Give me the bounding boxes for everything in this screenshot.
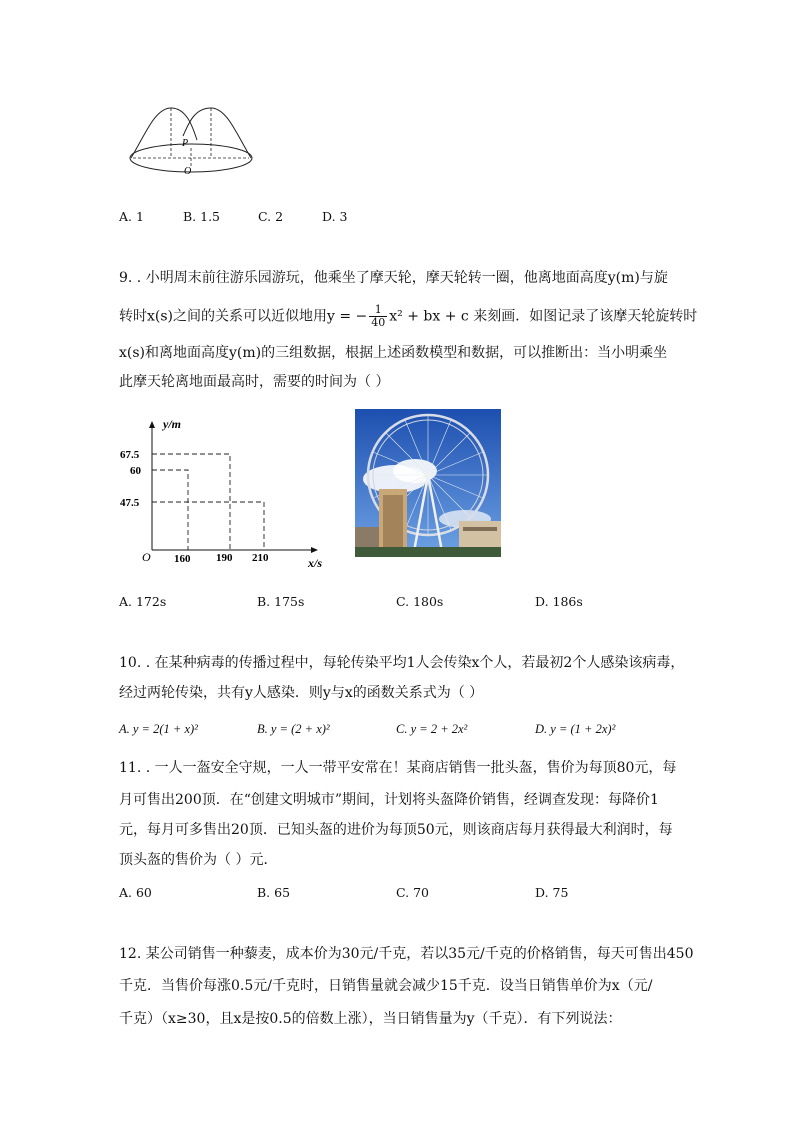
q11-line-4: 顶头盔的售价为（ ）元． <box>119 852 278 868</box>
q9-option-d[interactable]: D. 186s <box>535 594 583 609</box>
q11-option-d[interactable]: D. 75 <box>535 885 569 900</box>
q11-line-2: 月可售出200顶．在“创建文明城市”期间，计划将头盔降价销售，经调查发现：每降价1 <box>119 792 659 808</box>
q9-line-4: 此摩天轮离地面最高时，需要的时间为（ ） <box>119 374 390 390</box>
q12-line-2: 千克．当售价每涨0.5元/千克时，日销售量就会减少15千克．设当日销售单价为x（元/ <box>119 978 653 994</box>
q11-option-b[interactable]: B. 65 <box>257 885 291 900</box>
q10-line-1: 10. . 在某种病毒的传播过程中，每轮传染平均1人会传染x个人，若最初2个人感染该病毒， <box>119 655 685 671</box>
q10-option-b[interactable]: B. y = (2 + x)² <box>257 722 330 736</box>
ytick-67-5: 67.5 <box>120 449 140 461</box>
q11-line-3: 元，每月可多售出20顶．已知头盔的进价为每顶50元，则该商店每月获得最大利润时，每 <box>119 822 673 838</box>
q9-option-a[interactable]: A. 172s <box>119 594 167 609</box>
ytick-60: 60 <box>130 465 141 477</box>
q8-option-c[interactable]: C. 2 <box>258 209 284 224</box>
graph-origin: O <box>142 550 151 564</box>
q8-option-d[interactable]: D. 3 <box>322 209 348 224</box>
q9-graph <box>112 410 334 575</box>
q9-option-b[interactable]: B. 175s <box>257 594 305 609</box>
ytick-47-5: 47.5 <box>120 497 140 509</box>
xtick-210: 210 <box>252 552 269 564</box>
xtick-190: 190 <box>216 552 233 564</box>
graph-ylabel: y/m <box>163 417 181 431</box>
q10-option-a[interactable]: A. y = 2(1 + x)² <box>119 722 198 736</box>
q10-option-d[interactable]: D. y = (1 + 2x)² <box>535 722 616 736</box>
xtick-160: 160 <box>174 553 191 565</box>
q12-line-3: 千克）（x≥30，且x是按0.5的倍数上涨），当日销售量为y（千克）．有下列说法： <box>119 1011 622 1027</box>
fig8-label-p: P <box>182 138 189 149</box>
graph-xlabel: x/s <box>308 556 323 570</box>
q8-option-b[interactable]: B. 1.5 <box>183 209 221 224</box>
q10-option-c[interactable]: C. y = 2 + 2x² <box>396 722 468 736</box>
fraction: $\frac{1}{40}$ <box>371 303 386 329</box>
q10-line-2: 经过两轮传染，共有y人感染．则y与x的函数关系式为（ ） <box>119 685 484 701</box>
fig8-label-o: O <box>184 166 192 177</box>
q8-figure <box>125 100 260 180</box>
q9-line-2: 转时x(s)之间的关系可以近似地用y = − $\frac{1}{40}$ x² + bx + c 来刻画．如图记录了该摩天轮旋转时 <box>119 303 698 329</box>
q9-line-3: x(s)和离地面高度y(m)的三组数据，根据上述函数模型和数据，可以推断出：当小明乘坐 <box>119 345 668 361</box>
q11-option-c[interactable]: C. 70 <box>396 885 429 900</box>
q11-option-a[interactable]: A. 60 <box>119 885 152 900</box>
q8-option-a[interactable]: A. 1 <box>119 209 144 224</box>
q9-line-1: 9. . 小明周末前往游乐园游玩，他乘坐了摩天轮，摩天轮转一圈，他离地面高度y(m)与旋 <box>119 270 668 286</box>
q9-option-c[interactable]: C. 180s <box>396 594 444 609</box>
ferris-wheel-photo <box>355 409 501 557</box>
q11-line-1: 11. . 一人一盔安全守规，一人一带平安常在！某商店销售一批头盔，售价为每顶80元，每 <box>119 760 677 776</box>
q12-line-1: 12. 某公司销售一种藜麦，成本价为30元/千克，若以35元/千克的价格销售，每天可售出450 <box>119 946 694 962</box>
